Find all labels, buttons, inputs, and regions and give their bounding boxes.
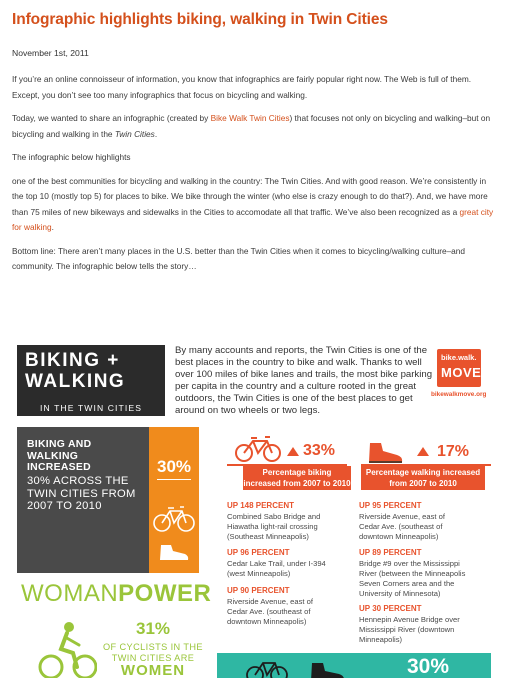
teal-percent: 30% [407,655,450,678]
logo-line2: MOVE [441,365,482,380]
logo-url: bikewalkmove.org [431,391,487,398]
walking-up-arrow-icon [417,447,429,456]
bike-stat-2-line1: Cedar Lake Trail, under I-394 [227,559,326,568]
walk-stat-3-line1: Hennepin Avenue Bridge over [359,615,460,624]
great-city-for-walking-link[interactable]: great city for walking [12,206,494,232]
teal-bicycle-icon [245,657,289,678]
walk-stat-2-line2: River (between the Minneapolis [359,569,466,578]
walk-stat-3-line3: Minneapolis) [359,635,403,644]
p2-end: . [154,128,158,139]
woman-cyclist-icon [37,619,97,678]
increase-percent: 30% [156,457,192,476]
logo-line1: bike.walk. [441,353,477,362]
walk-stat-1-head: UP 95 PERCENT [359,501,422,510]
woman-power-heading [21,580,211,608]
teal-shoe-icon [309,661,349,678]
bike-stat-1-line1: Combined Sabo Bridge and [227,512,321,521]
strip-divider [157,479,191,480]
infographic-title-block [17,345,165,401]
paragraph-5: Bottom line: There aren’t many places in the U.S. better than the Twin Cities when it comes to bicycling/walking culture–and community. The infographic below tells the story… [12,245,466,271]
increase-text: 30% ACROSS THE TWIN CITIES FROM 2007 TO 2010 [27,475,136,512]
bike-walk-move-logo [437,349,481,387]
paragraph-2 [12,111,498,142]
shoe-icon [157,541,191,563]
p2-text: Today, we wanted to share an infographic (created by [12,113,211,123]
walk-stat-1-line1: Riverside Avenue, east of [359,512,445,521]
walk-stat-2-head: UP 89 PERCENT [359,548,422,557]
bike-walk-twin-cities-link[interactable]: Bike Walk Twin Cities [210,113,290,123]
walk-stat-1-line3: downtown Minneapolis) [359,532,439,541]
bike-stat-1-line3: (Southeast Minneapolis) [227,532,309,541]
woman-percent: 31% [135,619,171,638]
increase-panel [17,427,149,573]
bike-stat-3-line1: Riverside Avenue, east of [227,597,313,606]
walking-percent: 17% [437,443,470,460]
increase-strip [149,427,199,573]
p4-end: . [51,222,54,232]
teal-panel [217,653,491,678]
paragraph-3: The infographic below highlights [12,152,131,162]
walk-stat-2-line3: Seven Corners area and the [359,579,455,588]
infographic [17,335,491,678]
bike-graphic-icon [233,435,283,463]
bike-stat-2-line2: (west Minneapolis) [227,569,291,578]
walk-stat-3-head: UP 30 PERCENT [359,604,422,613]
p2-italic: Twin Cities [114,128,155,139]
article-title: Infographic highlights biking, walking in Twin Cities [12,11,388,28]
women-word: WOMEN [120,662,186,678]
paragraph-4 [12,174,498,236]
woman-text: OF CYCLISTS IN THE TWIN CITIES ARE [103,642,203,663]
biking-percent: 33% [303,442,336,459]
walk-stat-1-line2: Cedar Ave. (southeast of [359,522,443,531]
article [12,10,498,275]
bike-stat-3-line3: downtown Minneapolis) [227,617,307,626]
power-word: POWER [118,580,212,607]
infographic-title-line2: WALKING [25,371,126,392]
increase-heading: BIKING AND WALKING INCREASED [27,439,92,473]
walk-stat-2-line4: University of Minnesota) [359,589,441,598]
bike-stat-1-line2: Hiawatha light-rail crossing [227,522,318,531]
infographic-description: By many accounts and reports, the Twin Cities is one of the best places in the country to bike and walk. Thanks to well over 100 miles of bike lanes and trails, the most bike parking per capita in the country and a culture rooted in the great outdoors, the Twin Cities is one of the best places to get around on two wheels or two legs. [175,345,433,416]
woman-word: WOMAN [21,580,119,607]
paragraph-1: If you’re an online connoisseur of information, you know that infographics are fairly popular right now. The Web is full of them. Except, you don’t see too many infographics that focus on bicycling and walking. [12,74,472,100]
infographic-title-line1: BIKING + [25,350,120,371]
bike-stat-1-head: UP 148 PERCENT [227,501,294,510]
biking-up-arrow-icon [287,447,299,456]
infographic-subtitle: IN THE TWIN CITIES [17,401,165,416]
walking-shoe-icon [367,441,405,465]
biking-label: Percentage biking increased from 2007 to 2010 [243,466,351,490]
walking-label: Percentage walking increased from 2007 to 2010 [361,466,485,490]
bike-stat-3-head: UP 90 PERCENT [227,586,290,595]
bike-stat-2-head: UP 96 PERCENT [227,548,290,557]
walk-stat-3-line2: Mississippi River (downtown [359,625,455,634]
bicycle-icon [152,505,196,533]
article-date: November 1st, 2011 [12,48,89,58]
p4-text: one of the best communities for bicycling and walking in the country: The Twin Cities. And with good reason. We’re consistently in the top 10 (mostly top 5) for places to bike. We bike through the winter (who else is crazy enough to do that?). And, we have more than 75 miles of new bikeways and sidewalks in the Cities to accomodate all that traffic. We’ve also been recognized as a [12,175,488,217]
bike-stat-3-line2: Cedar Ave. (southeast of [227,607,311,616]
walk-stat-2-line1: Bridge #9 over the Mississippi [359,559,460,568]
p2-text-after: ) that focuses not only on bicycling and walking–but on bicycling and walking in the [12,113,491,139]
